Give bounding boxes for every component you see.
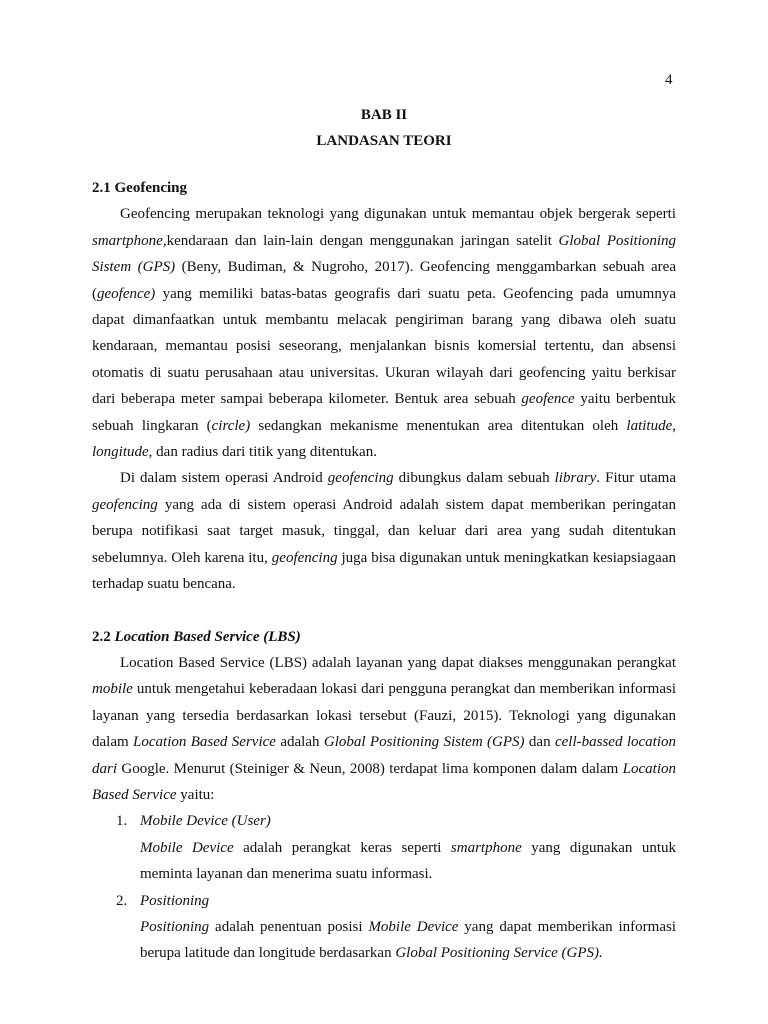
paragraph: Location Based Service (LBS) adalah layanan yang dapat diakses menggunakan perangkat mobile untuk mengetahui keberadaan lokasi dari pengguna perangkat dan memberikan informasi layanan yang tersedia berdasarkan lokasi tersebut (Fauzi, 2015). Teknologi yang digunakan dalam Location Based Service adalah Global Positioning Sistem (GPS) dan cell-bassed location dari Google. Menurut (Steiniger & Neun, 2008) terdapat lima komponen dalam dalam Location Based Service yaitu:: [92, 654, 676, 803]
italic-run: Global Positioning Service (GPS).: [395, 945, 603, 962]
component-list: [92, 808, 676, 966]
italic-run: library: [554, 470, 597, 487]
italic-run: cell-bassed location dari: [92, 734, 676, 777]
italic-run: geofence: [521, 391, 575, 408]
chapter-heading: [0, 102, 768, 154]
paragraph: Geofencing merupakan teknologi yang digunakan untuk memantau objek bergerak seperti smartphone,kendaraan dan lain-lain dengan menggunakan jaringan satelit Global Positioning Sistem (GPS) (Beny, Budiman, & Nugroho, 2017). Geofencing menggambarkan sebuah area (geofence) yang memiliki batas-batas geografis dari suatu peta. Geofencing pada umumnya dapat dimanfaatkan untuk membantu melacak pengiriman barang yang dibawa oleh suatu kendaraan, memantau posisi seseorang, menjalankan bisnis komersial tertentu, dan absensi otomatis di suatu perusahaan atau universitas. Ukuran wilayah dari geofencing yaitu berkisar dari beberapa meter sampai beberapa kilometer. Bentuk area sebuah geofence yaitu berbentuk sebuah lingkaran (circle) sedangkan mekanisme menentukan area ditentukan oleh latitude, longitude, dan radius dari titik yang ditentukan.: [92, 206, 676, 461]
paragraph: Di dalam sistem operasi Android geofencing dibungkus dalam sebuah library. Fitur utama geofencing yang ada di sistem operasi Android adalah sistem dapat memberikan peringatan berupa notifikasi saat target masuk, tinggal, dan keluar dari area yang sudah ditentukan sebelumnya. Oleh karena itu, geofencing juga bisa digunakan untuk meningkatkan kesiapsiagaan terhadap suatu bencana.: [92, 470, 677, 593]
italic-run: smartphone: [450, 839, 522, 856]
section-heading-geofencing: 2.1 Geofencing: [92, 180, 187, 196]
chapter-number: BAB II: [360, 107, 408, 123]
italic-run: geofencing: [92, 496, 158, 513]
list-item-description: Positioning adalah penentuan posisi Mobile Device yang dapat memberikan informasi berupa latitude dan longitude berdasarkan Global Positioning Service (GPS).: [140, 918, 677, 962]
italic-run: Global Positioning Sistem (GPS): [92, 232, 676, 276]
italic-run: circle): [211, 417, 251, 434]
list-item: [92, 888, 676, 967]
section-heading-lbs: [92, 624, 676, 650]
section-number: 2.2: [92, 628, 115, 645]
italic-run: mobile: [92, 681, 133, 698]
italic-run: latitude: [626, 417, 673, 434]
list-item-description: Mobile Device adalah perangkat keras seperti smartphone yang digunakan untuk meminta layanan dan menerima suatu informasi.: [140, 839, 676, 883]
italic-run: Location Based Service: [133, 734, 276, 751]
body-text: [92, 175, 676, 967]
list-item-title: Mobile Device (User): [140, 813, 271, 830]
italic-run: geofence): [97, 285, 156, 302]
list-item-number: 1.: [116, 813, 128, 830]
italic-run: geofencing: [271, 549, 338, 566]
list-item-title: Positioning: [140, 892, 210, 909]
list-item-number: 2.: [116, 892, 128, 909]
section-title: Location Based Service (LBS): [114, 628, 301, 645]
italic-run: Mobile Device: [140, 839, 234, 856]
italic-run: Positioning: [140, 918, 210, 935]
italic-run: geofencing: [327, 470, 394, 487]
italic-run: smartphone,: [92, 232, 167, 249]
list-item: [92, 808, 676, 887]
italic-run: Mobile Device: [368, 918, 459, 935]
page-number: 4: [665, 72, 673, 88]
italic-run: longitude: [92, 444, 149, 461]
italic-run: Location Based Service: [92, 760, 676, 803]
italic-run: Global Positioning Sistem (GPS): [323, 734, 525, 751]
chapter-title: LANDASAN TEORI: [316, 133, 452, 149]
